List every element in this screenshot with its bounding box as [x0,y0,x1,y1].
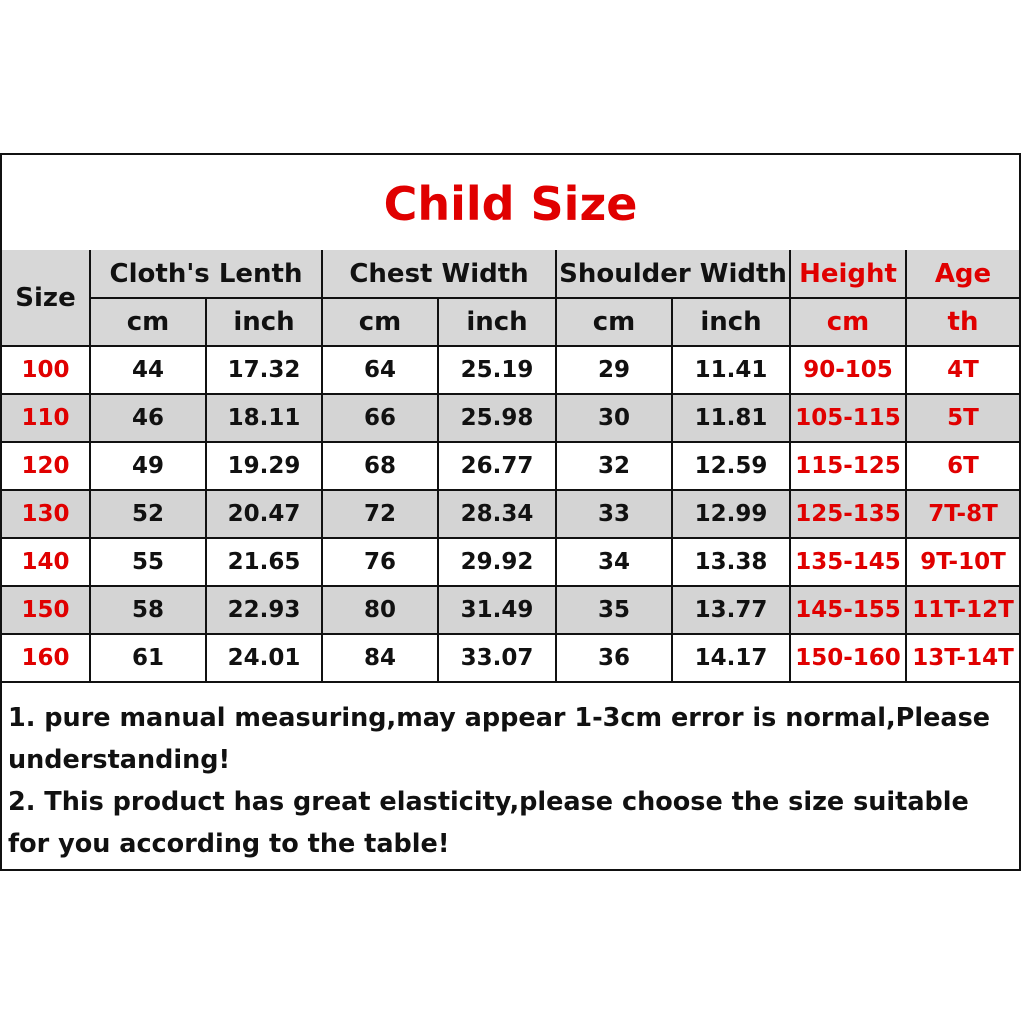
table-row [2,586,1019,634]
unit-chest-cm: cm [322,298,438,346]
cell-shoulder-inch: 13.77 [672,586,790,634]
cell-height: 150-160 [790,634,906,682]
cell-size: 120 [2,442,90,490]
unit-cloth-cm: cm [90,298,206,346]
cell-age: 6T [906,442,1019,490]
cell-cloth-cm: 46 [90,394,206,442]
cell-size: 140 [2,538,90,586]
cell-cloth-inch: 21.65 [206,538,322,586]
cell-age: 4T [906,346,1019,394]
cell-age: 7T-8T [906,490,1019,538]
size-chart [0,153,1021,871]
cell-cloth-inch: 18.11 [206,394,322,442]
cell-cloth-cm: 52 [90,490,206,538]
unit-shoulder-inch: inch [672,298,790,346]
unit-age-th: th [906,298,1019,346]
cell-chest-cm: 76 [322,538,438,586]
cell-chest-inch: 25.19 [438,346,556,394]
cell-shoulder-inch: 12.99 [672,490,790,538]
table-row [2,346,1019,394]
note-1: 1. pure manual measuring,may appear 1-3cm error is normal,Please understanding! [8,703,991,775]
cell-height: 135-145 [790,538,906,586]
cell-cloth-inch: 24.01 [206,634,322,682]
title-bar [2,155,1019,252]
cell-shoulder-cm: 29 [556,346,672,394]
cell-shoulder-cm: 35 [556,586,672,634]
cell-cloth-cm: 55 [90,538,206,586]
header-cloth-length: Cloth's Lenth [90,250,322,298]
header-row-units [2,298,1019,346]
cell-chest-inch: 26.77 [438,442,556,490]
cell-size: 160 [2,634,90,682]
cell-height: 115-125 [790,442,906,490]
cell-shoulder-inch: 13.38 [672,538,790,586]
cell-size: 110 [2,394,90,442]
cell-chest-cm: 64 [322,346,438,394]
cell-shoulder-cm: 33 [556,490,672,538]
cell-size: 130 [2,490,90,538]
header-size: Size [2,250,90,346]
header-row-groups [2,250,1019,298]
notes-section [2,681,1019,869]
cell-shoulder-inch: 11.41 [672,346,790,394]
cell-cloth-inch: 19.29 [206,442,322,490]
cell-cloth-inch: 20.47 [206,490,322,538]
header-age: Age [906,250,1019,298]
cell-chest-inch: 33.07 [438,634,556,682]
cell-age: 13T-14T [906,634,1019,682]
cell-chest-inch: 31.49 [438,586,556,634]
cell-height: 90-105 [790,346,906,394]
cell-cloth-cm: 58 [90,586,206,634]
cell-chest-inch: 29.92 [438,538,556,586]
cell-chest-cm: 72 [322,490,438,538]
cell-chest-cm: 84 [322,634,438,682]
table-row [2,442,1019,490]
table-row [2,634,1019,682]
cell-chest-cm: 66 [322,394,438,442]
unit-height-cm: cm [790,298,906,346]
cell-shoulder-cm: 34 [556,538,672,586]
cell-height: 145-155 [790,586,906,634]
cell-chest-cm: 68 [322,442,438,490]
header-height: Height [790,250,906,298]
cell-cloth-inch: 22.93 [206,586,322,634]
cell-size: 150 [2,586,90,634]
cell-height: 105-115 [790,394,906,442]
cell-cloth-inch: 17.32 [206,346,322,394]
cell-age: 9T-10T [906,538,1019,586]
cell-age: 5T [906,394,1019,442]
cell-shoulder-cm: 36 [556,634,672,682]
header-chest-width: Chest Width [322,250,556,298]
cell-cloth-cm: 61 [90,634,206,682]
cell-shoulder-cm: 32 [556,442,672,490]
cell-height: 125-135 [790,490,906,538]
size-table [2,250,1019,683]
header-shoulder-width: Shoulder Width [556,250,790,298]
note-2: 2. This product has great elasticity,please choose the size suitable for you according to the table! [8,787,969,859]
cell-shoulder-cm: 30 [556,394,672,442]
unit-chest-inch: inch [438,298,556,346]
cell-shoulder-inch: 12.59 [672,442,790,490]
table-row [2,394,1019,442]
cell-size: 100 [2,346,90,394]
cell-chest-inch: 25.98 [438,394,556,442]
unit-cloth-inch: inch [206,298,322,346]
cell-chest-cm: 80 [322,586,438,634]
table-row [2,490,1019,538]
cell-chest-inch: 28.34 [438,490,556,538]
cell-age: 11T-12T [906,586,1019,634]
cell-shoulder-inch: 11.81 [672,394,790,442]
unit-shoulder-cm: cm [556,298,672,346]
cell-shoulder-inch: 14.17 [672,634,790,682]
cell-cloth-cm: 49 [90,442,206,490]
chart-title: Child Size [383,177,638,231]
table-row [2,538,1019,586]
cell-cloth-cm: 44 [90,346,206,394]
